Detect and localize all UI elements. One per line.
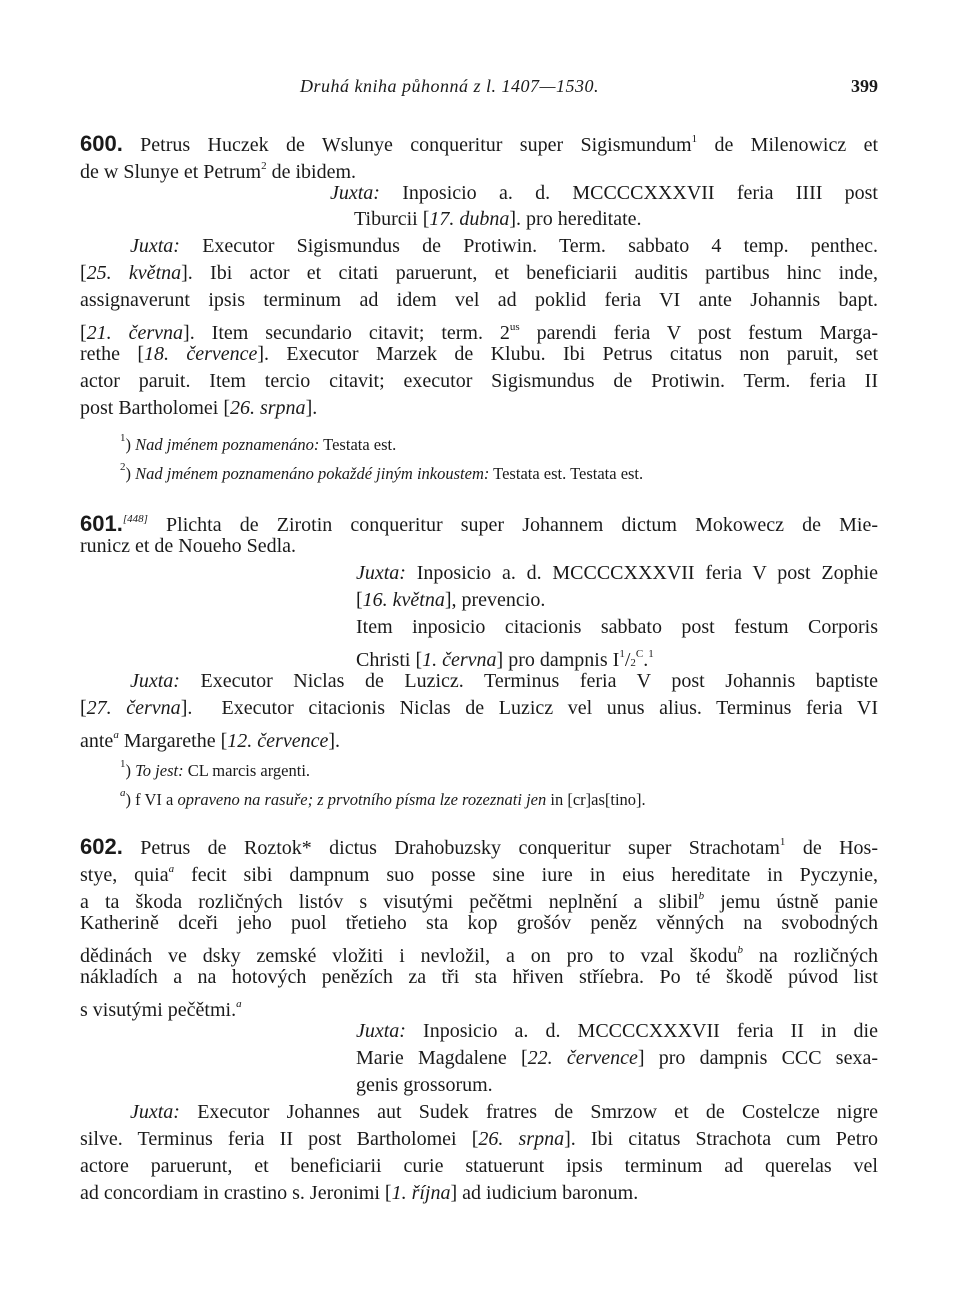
text-line: Item inposicio citacionis sabbato post festum Corporis: [356, 616, 878, 638]
text-line: post Bartholomei [26. srpna].: [80, 397, 318, 419]
text-line: stye, quia$^a$ fecit sibi dampnum suo posse sine iure in eius hereditate in Pyczynie,: [80, 863, 878, 886]
text-line: ante$^a$ Margarethe [12. července].: [80, 729, 340, 752]
text-line: s visutými pečětmi.$^a$: [80, 998, 242, 1021]
text-line: 601.[448] Plichta de Zirotin conqueritur super Johannem dictum Mokowecz de Mie-: [80, 511, 878, 536]
text-line: actore paruerunt, et beneficiarii curie statuerunt ipsis terminum ad querelas vel: [80, 1155, 878, 1177]
text-line: actor paruit. Item tercio citavit; executor Sigismundus de Protiwin. Term. feria II: [80, 370, 878, 392]
text-line: rethe [18. července]. Executor Marzek de Klubu. Ibi Petrus citatus non paruit, set: [80, 343, 878, 365]
footnote-line: $^1$) To jest: CL marcis argenti.: [120, 758, 311, 780]
text-line: Katherině dceři jeho puol třetieho sta kop grošóv peněz věnných na svobodných: [80, 912, 878, 934]
text-line: 602. Petrus de Roztok* dictus Drahobuzsky conqueritur super Strachotam$^1$ de Hos-: [80, 834, 879, 859]
text-line: Tiburcii [17. dubna]. pro hereditate.: [354, 208, 642, 230]
text-line: Christi [1. června] pro dampnis $I^1/2^C.^1$: [356, 648, 654, 671]
running-title: Druhá kniha půhonná z l. 1407—1530.: [300, 76, 600, 96]
text-line: Juxta: Executor Johannes aut Sudek fratres de Smrzow et de Costelcze nigre: [130, 1101, 878, 1123]
footnote-line: $^1$) Nad jménem poznamenáno: Testata est.: [120, 432, 397, 454]
text-line: Juxta: Inposicio a. d. MCCCCXXXVII feria IIII post: [330, 182, 878, 204]
text-line: [27. června]. Executor citacionis Niclas de Luzicz vel unus alius. Terminus feria VI: [80, 697, 878, 719]
text-line: silve. Terminus feria II post Bartholomei [26. srpna]. Ibi citatus Strachota cum Petro: [80, 1128, 878, 1150]
text-line: de w Slunye et Petrum$^2$ de ibidem.: [80, 160, 357, 183]
text-line: Juxta: Inposicio a. d. MCCCCXXXVII feria V post Zophie: [356, 562, 878, 584]
text-line: 600. Petrus Huczek de Wslunye conqueritur super Sigismundum$^1$ de Milenowicz et: [80, 131, 878, 156]
text-line: ad concordiam in crastino s. Jeronimi [1. října] ad iudicium baronum.: [80, 1182, 639, 1204]
text-line: [25. května]. Ibi actor et citati paruerunt, et beneficiarii auditis partibus hinc inde,: [80, 262, 879, 284]
text-line: dědinách ve dsky zemské vložiti i nevložil, a on pro to vzal škodu$^b$ na rozličných: [80, 944, 878, 967]
text-line: a ta škoda rozličných listóv s visutými pečětmi neplnění a slibil$^b$ jemu ústně panie: [80, 890, 878, 913]
page-number: 399: [851, 76, 878, 96]
text-line: [21. června]. Item secundario citavit; term. $2^{us}$ parendi feria V post festum Marga-: [80, 321, 878, 344]
text-line: genis grossorum.: [356, 1074, 493, 1096]
running-header: [80, 76, 878, 100]
text-line: Juxta: Executor Niclas de Luzicz. Terminus feria V post Johannis baptiste: [130, 670, 878, 692]
text-line: nákladích a na hotových penězích za tři sta hřiven stříebra. Po té škodě púvod list: [80, 966, 878, 988]
text-line: [16. května], prevencio.: [356, 589, 546, 611]
text-line: Marie Magdalene [22. července] pro dampnis CCC sexa-: [356, 1047, 879, 1069]
text-line: Juxta: Executor Sigismundus de Protiwin. Term. sabbato 4 temp. penthec.: [130, 235, 878, 257]
text-line: runicz et de Noueho Sedla.: [80, 535, 297, 557]
text-line: Juxta: Inposicio a. d. MCCCCXXXVII feria II in die: [356, 1020, 878, 1042]
footnote-line: $^a$) f VI a opraveno na rasuře; z prvotního písma lze rozeznati jen in [cr]as[tino].: [120, 787, 646, 809]
footnote-line: $^2$) Nad jménem poznamenáno pokaždé jiným inkoustem: Testata est. Testata est.: [120, 461, 644, 483]
text-line: assignaverunt ipsis terminum ad idem vel ad poklid feria VI ante Johannis bapt.: [80, 289, 878, 311]
